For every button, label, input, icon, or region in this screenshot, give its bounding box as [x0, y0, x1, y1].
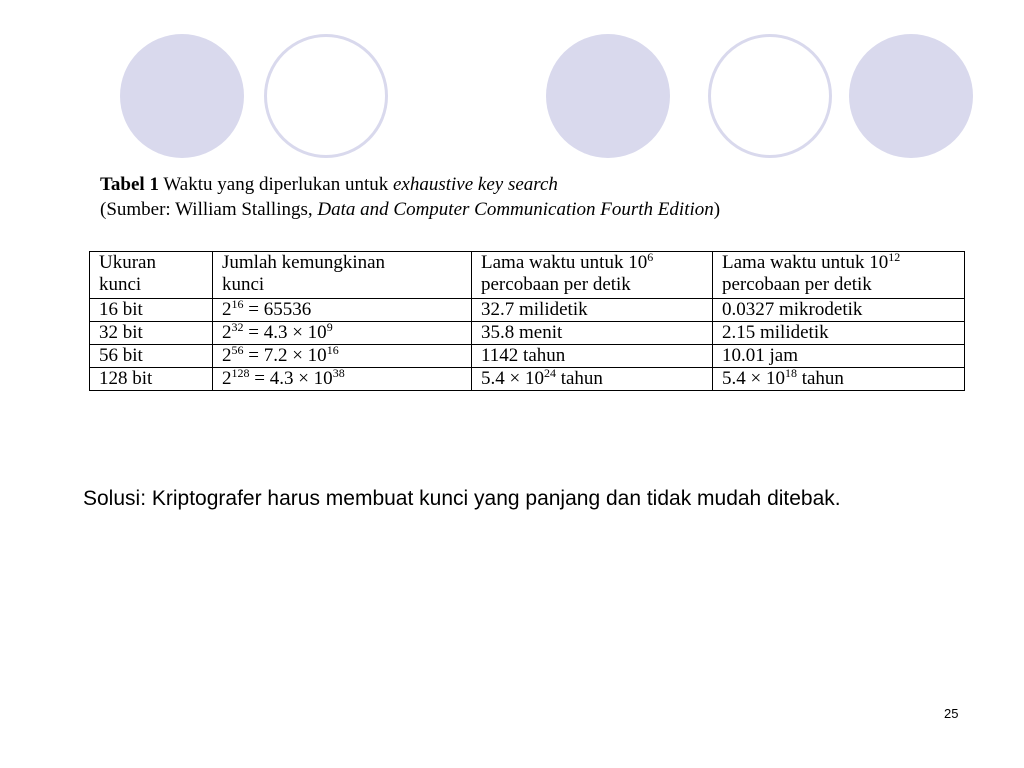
cell-key-size: 16 bit [90, 299, 213, 322]
decorative-circle-filled [120, 34, 244, 158]
caption-source-title: Data and Computer Communication Fourth Edition [317, 199, 714, 220]
decorative-circle-outline [708, 34, 832, 158]
cell-key-size: 32 bit [90, 322, 213, 345]
caption-source-line [100, 197, 720, 222]
cell-key-count: $2^{56} = 7.2 \times 10^{16}$ [213, 345, 472, 368]
table-row [90, 345, 965, 368]
cell-key-count: $2^{16} = 65536$ [213, 299, 472, 322]
caption-label: Tabel 1 [100, 174, 159, 195]
header-key-size: Ukuran kunci [90, 252, 213, 299]
table-row [90, 299, 965, 322]
caption-source-prefix: (Sumber: William Stallings, [100, 199, 318, 220]
table-row [90, 368, 965, 391]
caption-title-italic: exhaustive key search [392, 174, 558, 195]
decorative-circle-filled [546, 34, 670, 158]
table-row [90, 322, 965, 345]
decorative-circle-filled [849, 34, 973, 158]
cell-key-size: 56 bit [90, 345, 213, 368]
cell-time-1e6: 35.8 menit [472, 322, 713, 345]
solution-text: Solusi: Kriptografer harus membuat kunci yang panjang dan tidak mudah ditebak. [83, 487, 841, 510]
cell-key-count: $2^{32} = 4.3 \times 10^9$ [213, 322, 472, 345]
page-number: 25 [944, 706, 959, 721]
cell-key-size: 128 bit [90, 368, 213, 391]
header-key-count: Jumlah kemungkinan kunci [213, 252, 472, 299]
cell-time-1e12: $5.4 \times 10^{18}$ tahun [713, 368, 965, 391]
caption-title: Waktu yang diperlukan untuk [163, 174, 393, 195]
caption-title-line [100, 172, 720, 197]
key-search-time-table [89, 251, 965, 391]
table-caption [100, 172, 720, 222]
decorative-circle-outline [264, 34, 388, 158]
cell-time-1e6: $5.4 \times 10^{24}$ tahun [472, 368, 713, 391]
cell-time-1e12: 0.0327 mikrodetik [713, 299, 965, 322]
caption-source-suffix: ) [713, 199, 721, 220]
cell-time-1e6: 32.7 milidetik [472, 299, 713, 322]
cell-key-count: $2^{128} = 4.3 \times 10^{38}$ [213, 368, 472, 391]
header-time-1e12: Lama waktu untuk $10^{12}$ percobaan per detik [713, 252, 965, 299]
header-time-1e6: Lama waktu untuk $10^6$ percobaan per detik [472, 252, 713, 299]
cell-time-1e6: 1142 tahun [472, 345, 713, 368]
cell-time-1e12: 2.15 milidetik [713, 322, 965, 345]
cell-time-1e12: 10.01 jam [713, 345, 965, 368]
table-header-row [90, 252, 965, 299]
